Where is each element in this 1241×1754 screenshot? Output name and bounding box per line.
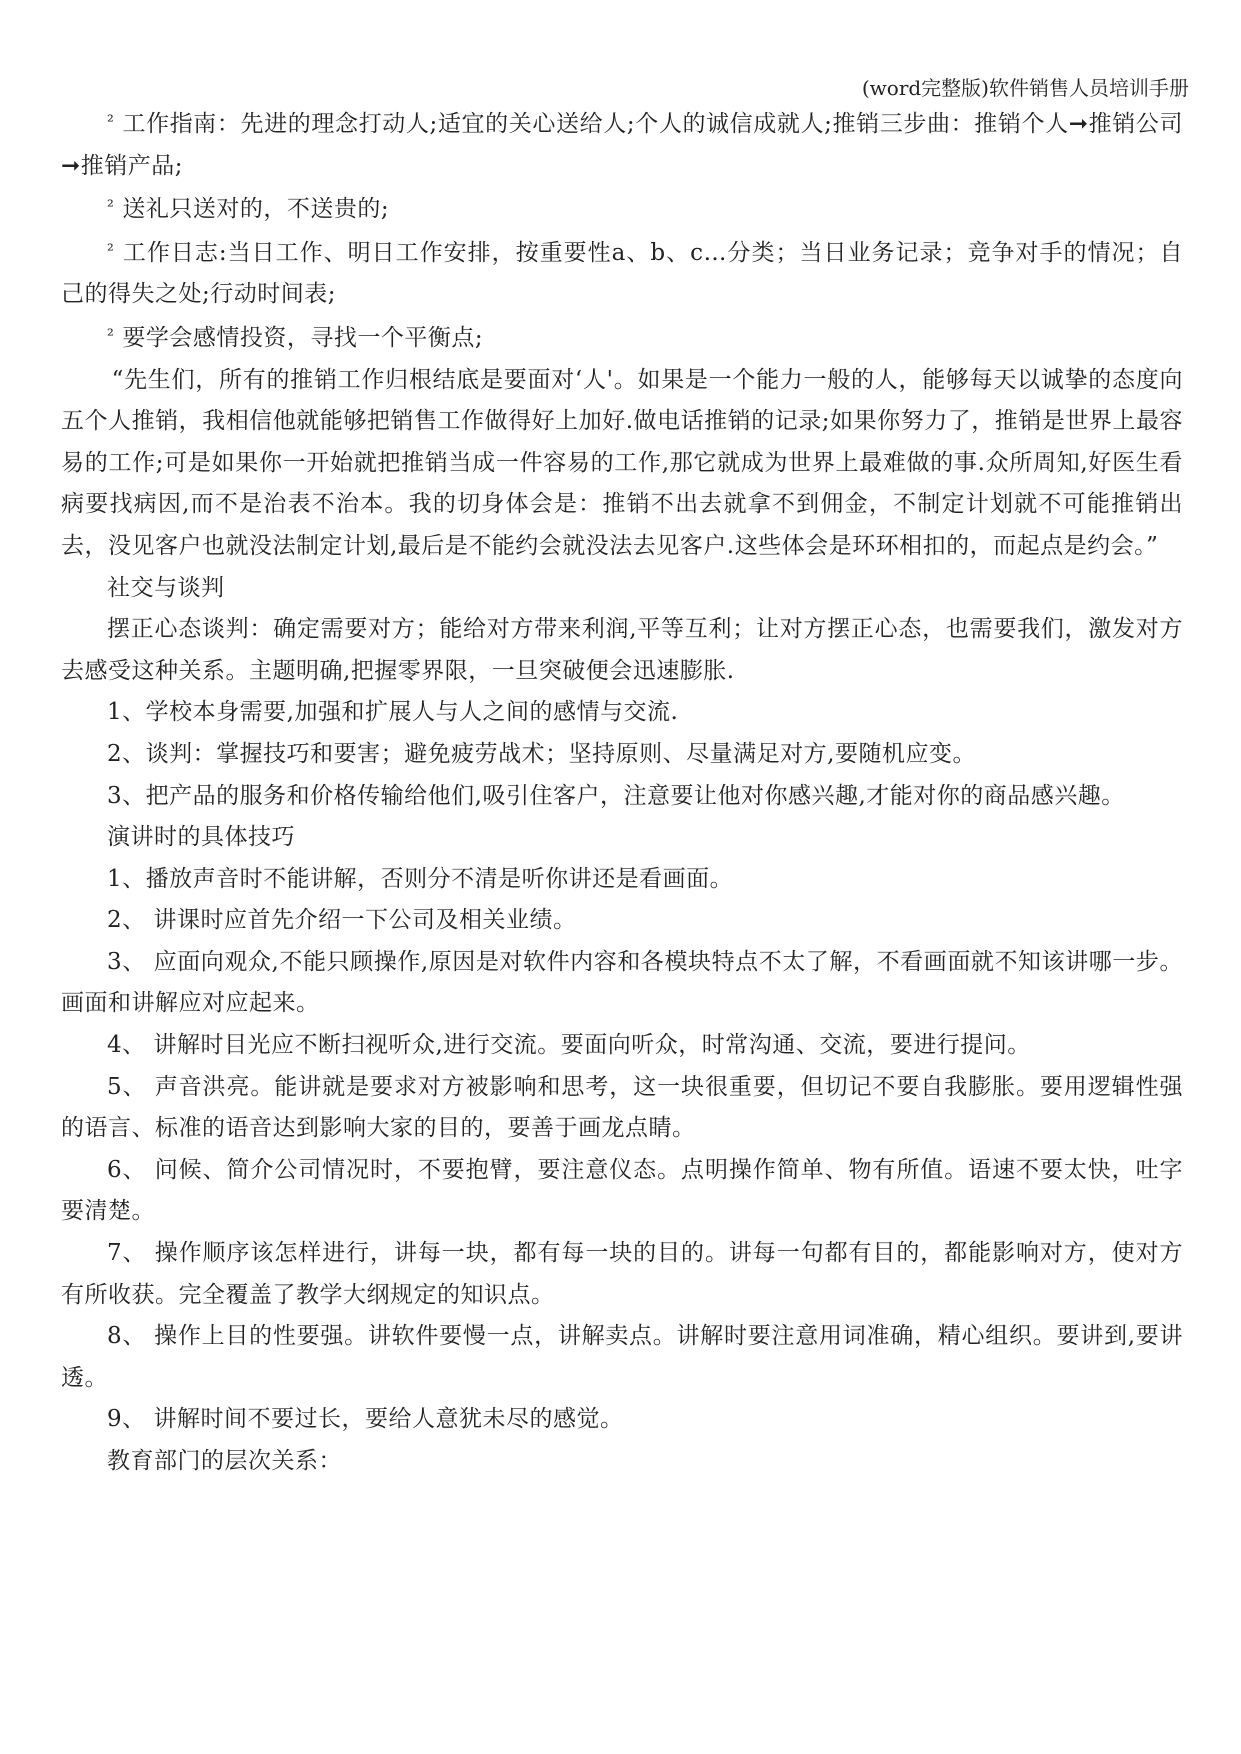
paragraph-text: 工作指南：先进的理念打动人;适宜的关心送给人;个人的诚信成就人;推销三步曲：推销个人➞推销公司➞推销产品; xyxy=(61,111,1183,179)
paragraph xyxy=(61,1067,1183,1150)
paragraph-text: 2、谈判：掌握技巧和要害；避免疲劳战术；坚持原则、尽量满足对方,要随机应变。 xyxy=(107,740,976,767)
paragraph xyxy=(61,1316,1183,1399)
paragraph-text: 1、播放声音时不能讲解，否则分不清是听你讲还是看画面。 xyxy=(107,865,734,892)
paragraph xyxy=(61,776,1183,818)
paragraph-text: 送礼只送对的，不送贵的; xyxy=(122,196,390,223)
bullet-paragraph xyxy=(61,102,1183,187)
paragraph xyxy=(61,817,1183,859)
paragraph-text: 教育部门的层次关系： xyxy=(107,1448,342,1474)
paragraph xyxy=(61,900,1183,942)
bullet-paragraph xyxy=(61,187,1183,231)
paragraph-text: 社交与谈判 xyxy=(107,574,225,601)
bullet-marker: ² xyxy=(107,325,115,346)
paragraph-text: 摆正心态谈判：确定需要对方；能给对方带来利润,平等互利；让对方摆正心态，也需要我们，激发对方去感受这种关系。主题明确,把握零界限，一旦突破便会迅速膨胀. xyxy=(61,616,1183,684)
paragraph-text: “先生们，所有的推销工作归根结底是要面对‘人'。如果是一个能力一般的人，能够每天以诚挚的态度向五个人推销，我相信他就能够把销售工作做得好上加好.做电话推销的记录;如果你努力了，推销是世界上最容易的工作;可是如果你一开始就把推销当成一件容易的工作,那它就成为世界上最难做的事.众所周知,好医生看病要找病因,而不是治表不治本。我的切身体会是：推销不出去就拿不到佣金，不制定计划就不可能推销出去，没见客户也就没法制定计划,最后是不能约会就没法去见客户.这些体会是环环相扣的，而起点是约会。” xyxy=(61,366,1183,559)
paragraph xyxy=(61,859,1183,901)
paragraph xyxy=(61,1441,1183,1483)
paragraph-text: 5、 声音洪亮。能讲就是要求对方被影响和思考，这一块很重要，但切记不要自我膨胀。要用逻辑性强的语言、标准的语音达到影响大家的目的，要善于画龙点睛。 xyxy=(61,1073,1183,1142)
bullet-marker: ² xyxy=(107,197,115,218)
bullet-paragraph xyxy=(61,316,1183,360)
paragraph xyxy=(61,568,1183,610)
paragraph-text: 3、把产品的服务和价格传输给他们,吸引住客户，注意要让他对你感兴趣,才能对你的商品感兴趣。 xyxy=(107,782,1125,809)
page-header: (word完整版)软件销售人员培训手册 xyxy=(861,76,1189,100)
bullet-marker: ² xyxy=(107,240,115,261)
paragraph-text: 要学会感情投资，寻找一个平衡点; xyxy=(122,324,484,351)
paragraph xyxy=(61,692,1183,734)
paragraph xyxy=(61,1399,1183,1441)
paragraph-text: 工作日志:当日工作、明日工作安排，按重要性a、b、c…分类；当日业务记录；竞争对手的情况；自己的得失之处;行动时间表; xyxy=(61,239,1183,308)
paragraph xyxy=(61,734,1183,776)
paragraph-text: 3、 应面向观众,不能只顾操作,原因是对软件内容和各模块特点不太了解，不看画面就不知该讲哪一步。画面和讲解应对应起来。 xyxy=(61,948,1183,1017)
document-body xyxy=(61,102,1183,1483)
paragraph-text: 8、 操作上目的性要强。讲软件要慢一点，讲解卖点。讲解时要注意用词准确，精心组织。要讲到,要讲透。 xyxy=(61,1323,1183,1391)
paragraph-text: 7、 操作顺序该怎样进行，讲每一块，都有每一块的目的。讲每一句都有目的，都能影响对方，使对方有所收获。完全覆盖了教学大纲规定的知识点。 xyxy=(61,1240,1183,1308)
paragraph-text: 1、学校本身需要,加强和扩展人与人之间的感情与交流. xyxy=(107,699,679,726)
paragraph-text: 2、 讲课时应首先介绍一下公司及相关业绩。 xyxy=(107,907,577,934)
paragraph-text: 演讲时的具体技巧 xyxy=(107,824,295,851)
paragraph xyxy=(61,1233,1183,1316)
paragraph xyxy=(61,942,1183,1025)
paragraph xyxy=(61,360,1183,568)
bullet-marker: ² xyxy=(107,112,115,132)
paragraph-text: 9、 讲解时间不要过长，要给人意犹未尽的感觉。 xyxy=(107,1406,624,1433)
paragraph xyxy=(61,1025,1183,1067)
paragraph-text: 4、 讲解时目光应不断扫视听众,进行交流。要面向听众，时常沟通、交流，要进行提问。 xyxy=(107,1032,1031,1059)
bullet-paragraph xyxy=(61,231,1183,316)
paragraph xyxy=(61,609,1183,692)
paragraph xyxy=(61,1150,1183,1233)
paragraph-text: 6、 问候、简介公司情况时，不要抱臂，要注意仪态。点明操作简单、物有所值。语速不要太快，吐字要清楚。 xyxy=(61,1156,1183,1225)
